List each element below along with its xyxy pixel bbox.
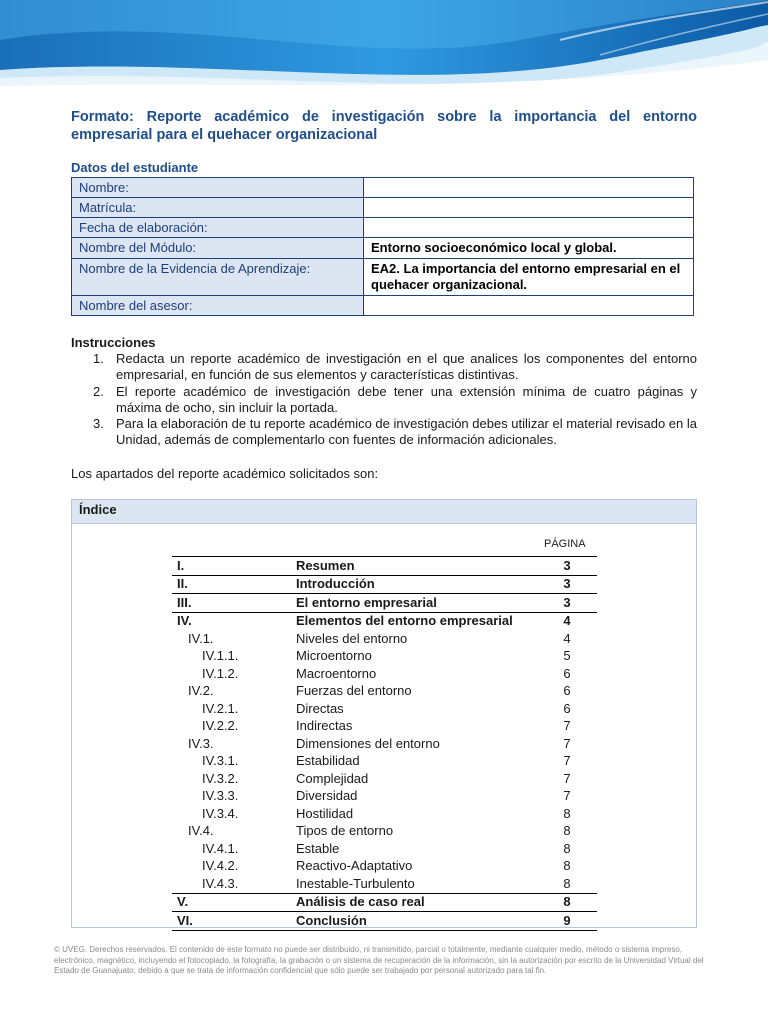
index-title: Dimensiones del entorno <box>296 735 440 751</box>
index-page: 4 <box>537 612 597 630</box>
index-number: I. <box>172 557 296 576</box>
row-label: Fecha de elaboración: <box>72 218 364 238</box>
index-number: IV.1.1. <box>202 648 239 664</box>
index-page: 7 <box>563 735 571 751</box>
index-page: 8 <box>563 875 571 891</box>
sections-intro: Los apartados del reporte académico solicitados son: <box>71 466 379 481</box>
copyright-footer: © UVEG. Derechos reservados. El contenido de este formato no puede ser distribuido, ni transmitido, parcial o totalmente, mediante cualquier medio, método o sistema impreso, electrónico, magnético, incluyendo el fotocopiado, la fotografía, la grabación o un sistema de recuperación de la información, sin la autorización por escrito de la Universidad Virtual del Estado de Guanajuato, debido a que se trata de información confidencial que sólo puede ser trabajado por personal autorizado para tal fin. <box>54 945 704 975</box>
index-number: VI. <box>172 912 296 931</box>
table-row <box>172 594 597 613</box>
table-row <box>172 735 597 753</box>
document-title: Formato: Reporte académico de investigación sobre la importancia del entorno empresarial para el quehacer organizacional <box>71 109 697 143</box>
student-row-date <box>72 218 694 238</box>
wave-decoration <box>0 0 768 96</box>
index-page: 5 <box>563 648 571 664</box>
student-row-advisor <box>72 296 694 316</box>
index-number: III. <box>172 594 296 613</box>
index-title: Niveles del entorno <box>296 630 408 646</box>
index-number: IV.2.1. <box>202 700 239 716</box>
index-number: IV.3.2. <box>202 770 239 786</box>
table-row <box>172 683 597 701</box>
table-row <box>172 912 597 931</box>
index-title: Fuerzas del entorno <box>296 683 412 699</box>
index-number: II. <box>172 575 296 594</box>
index-number: IV.4.3. <box>202 875 239 891</box>
index-page: 7 <box>563 770 571 786</box>
item-number: 1. <box>93 351 104 366</box>
name-field[interactable] <box>364 178 694 198</box>
student-row-evidence <box>72 259 694 296</box>
index-title: Indirectas <box>296 718 353 734</box>
student-row-name <box>72 178 694 198</box>
index-page: 7 <box>563 753 571 769</box>
index-page: 7 <box>563 788 571 804</box>
index-page: 3 <box>537 557 597 576</box>
index-number: IV. <box>172 612 296 630</box>
index-title: Conclusión <box>296 912 537 931</box>
index-title: Análisis de caso real <box>296 893 537 912</box>
table-row <box>172 612 597 630</box>
table-row <box>172 893 597 912</box>
index-table-body <box>172 557 597 931</box>
index-title: Elementos del entorno empresarial <box>296 612 537 630</box>
item-text: El reporte académico de investigación debe tener una extensión mínima de cuatro páginas y máxima de ocho, sin incluir la portada. <box>116 383 697 415</box>
index-title: Estable <box>296 840 340 856</box>
index-number: IV.4. <box>188 823 214 839</box>
index-title: Introducción <box>296 575 537 594</box>
index-number: V. <box>172 893 296 912</box>
index-number: IV.2. <box>188 683 214 699</box>
index-number: IV.4.1. <box>202 840 239 856</box>
index-number: IV.3.1. <box>202 753 239 769</box>
index-page: 8 <box>563 805 571 821</box>
index-number: IV.1. <box>188 630 214 646</box>
index-title: Estabilidad <box>296 753 360 769</box>
table-row <box>172 753 597 771</box>
table-row <box>172 665 597 683</box>
student-data-heading: Datos del estudiante <box>71 160 199 175</box>
row-label: Nombre del asesor: <box>72 296 364 316</box>
index-number: IV.3. <box>188 735 214 751</box>
table-row <box>172 630 597 648</box>
row-label: Matrícula: <box>72 198 364 218</box>
evidence-value: EA2. La importancia del entorno empresarial en el quehacer organizacional. <box>364 259 694 296</box>
item-text: Redacta un reporte académico de investigación en el que analices los componentes del entorno empresarial, en función de sus elementos y características distintivas. <box>116 351 697 383</box>
index-title: Hostilidad <box>296 805 354 821</box>
instructions-heading: Instrucciones <box>71 335 156 350</box>
index-page: 8 <box>537 893 597 912</box>
index-table <box>172 556 597 931</box>
table-row <box>172 700 597 718</box>
table-row <box>172 718 597 736</box>
index-number: IV.2.2. <box>202 718 239 734</box>
index-page: 7 <box>563 718 571 734</box>
index-number: IV.4.2. <box>202 858 239 874</box>
index-page: 3 <box>537 594 597 613</box>
table-row <box>172 875 597 893</box>
table-row <box>172 805 597 823</box>
table-row <box>172 823 597 841</box>
list-item <box>71 416 697 449</box>
index-title: Microentorno <box>296 648 372 664</box>
index-page: 6 <box>563 683 571 699</box>
instructions-list <box>71 351 697 449</box>
item-number: 3. <box>93 416 104 432</box>
index-page: 6 <box>563 700 571 716</box>
date-field[interactable] <box>364 218 694 238</box>
index-title: Directas <box>296 700 344 716</box>
row-label: Nombre de la Evidencia de Aprendizaje: <box>72 259 364 296</box>
index-title: Diversidad <box>296 788 358 804</box>
header-banner <box>0 0 768 96</box>
student-row-matricula <box>72 198 694 218</box>
page-column-label: PÁGINA <box>544 538 586 550</box>
table-row <box>172 557 597 576</box>
index-page: 8 <box>563 823 571 839</box>
row-label: Nombre del Módulo: <box>72 238 364 259</box>
advisor-field[interactable] <box>364 296 694 316</box>
index-page: 4 <box>563 630 571 646</box>
index-title: Reactivo-Adaptativo <box>296 858 413 874</box>
index-page: 6 <box>563 665 571 681</box>
index-title: Resumen <box>296 557 537 576</box>
row-label: Nombre: <box>72 178 364 198</box>
list-item <box>71 351 697 384</box>
index-page: 8 <box>563 840 571 856</box>
student-data-table <box>71 177 694 316</box>
index-heading: Índice <box>72 500 696 524</box>
list-item <box>71 384 697 417</box>
index-page: 3 <box>537 575 597 594</box>
index-number: IV.1.2. <box>202 665 239 681</box>
index-page: 9 <box>537 912 597 931</box>
table-row <box>172 648 597 666</box>
index-title: Tipos de entorno <box>296 823 394 839</box>
item-text: Para la elaboración de tu reporte académico de investigación debes utilizar el material revisado en la Unidad, además de complementarlo con fuentes de información adicionales. <box>116 416 698 448</box>
table-row <box>172 858 597 876</box>
index-page: 8 <box>563 858 571 874</box>
module-value: Entorno socioeconómico local y global. <box>364 238 694 259</box>
index-title: Macroentorno <box>296 665 377 681</box>
table-row <box>172 840 597 858</box>
item-number: 2. <box>93 383 104 399</box>
index-title: Inestable-Turbulento <box>296 875 415 891</box>
index-title: Complejidad <box>296 770 369 786</box>
table-row <box>172 770 597 788</box>
index-number: IV.3.4. <box>202 805 239 821</box>
matricula-field[interactable] <box>364 198 694 218</box>
student-row-module <box>72 238 694 259</box>
index-number: IV.3.3. <box>202 788 239 804</box>
index-title: El entorno empresarial <box>296 594 537 613</box>
table-row <box>172 575 597 594</box>
table-row <box>172 788 597 806</box>
